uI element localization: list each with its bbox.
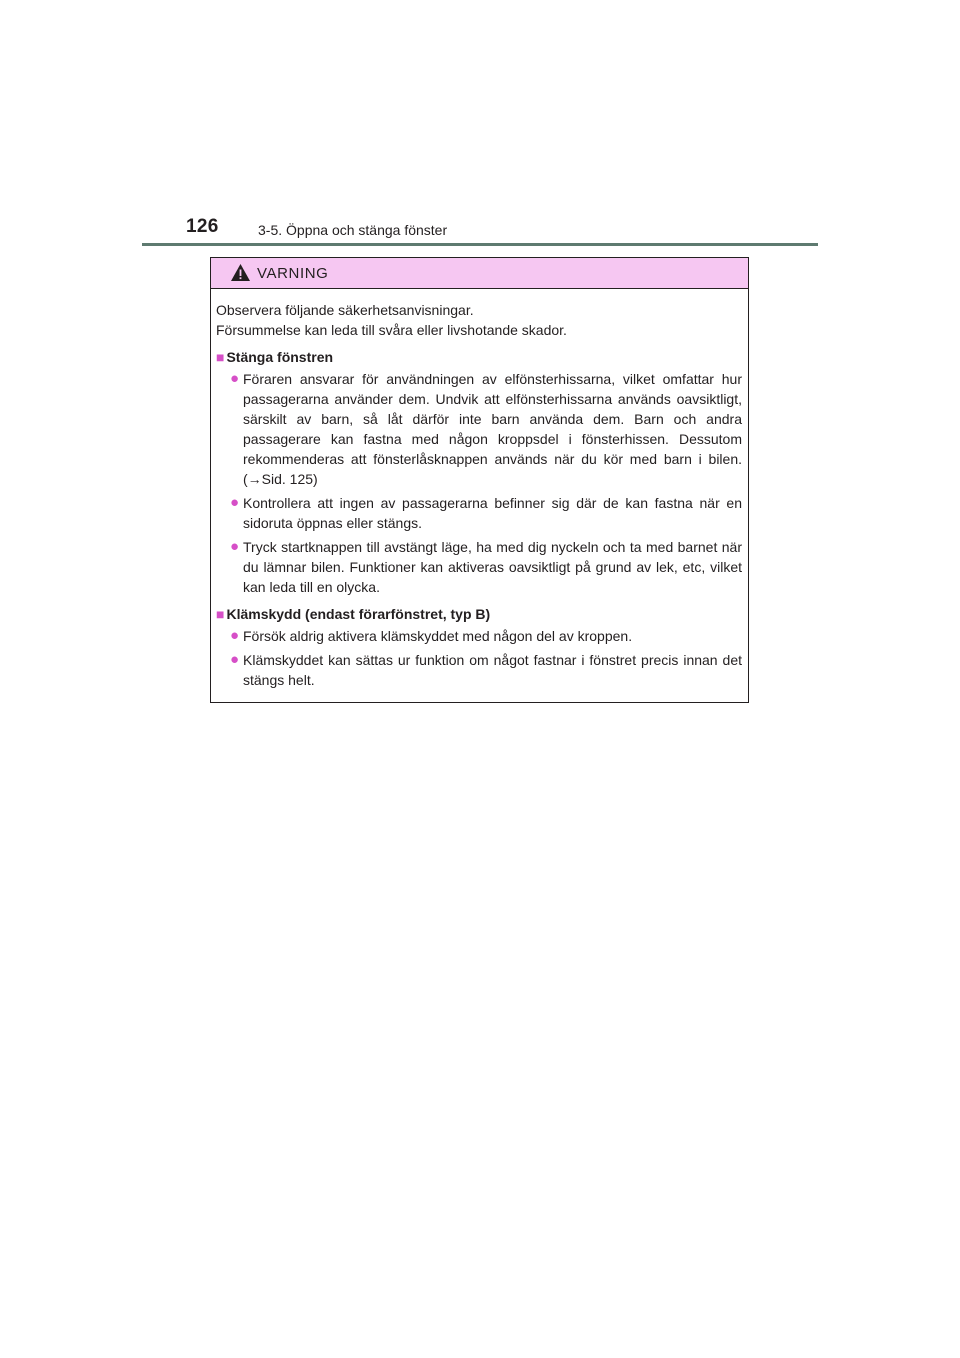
list-item-text: Klämskyddet kan sättas ur funktion om något fastnar i fönstret precis innan det stängs helt. — [243, 652, 742, 688]
section-heading — [216, 347, 742, 367]
list-item-text: Tryck startknappen till avstängt läge, ha med dig nyckeln och ta med barnet när du lämnar bilen. Funktioner kan aktiveras oavsiktligt på grund av lek, etc, vilket kan leda till en olycka. — [243, 539, 742, 595]
warning-box — [210, 257, 749, 703]
list-item — [216, 650, 742, 690]
warning-header — [211, 258, 748, 289]
list-item — [216, 626, 742, 646]
section-pinch-protection — [216, 604, 742, 690]
list-item-text: Kontrollera att ingen av passagerarna befinner sig där de kan fastna när en sidoruta öppnas eller stängs. — [243, 495, 742, 531]
round-bullet-icon: ● — [229, 370, 239, 387]
section-closing-windows — [216, 347, 742, 597]
section-title: 3-5. Öppna och stänga fönster — [258, 222, 448, 238]
warning-body — [211, 289, 748, 690]
warning-title: VARNING — [257, 265, 329, 282]
round-bullet-icon: ● — [229, 538, 239, 555]
round-bullet-icon: ● — [229, 651, 239, 668]
list-item-text: Försök aldrig aktivera klämskyddet med någon del av kroppen. — [243, 628, 633, 644]
section-heading-text: Klämskydd (endast förarfönstret, typ B) — [226, 606, 491, 622]
list-item — [216, 537, 742, 597]
list-item — [216, 493, 742, 533]
page-number: 126 — [186, 216, 219, 237]
section-heading-text: Stänga fönstren — [226, 349, 334, 365]
square-bullet-icon: ■ — [216, 349, 225, 365]
intro-line: Observera följande säkerhetsanvisningar. — [216, 302, 474, 318]
square-bullet-icon: ■ — [216, 606, 225, 622]
list-item-text: Föraren ansvarar för användningen av elfönsterhissarna, vilket omfattar hur passagerarna använder dem. Undvik att elfönsterhissarna används oavsiktligt, särskilt av barn, så låt därför inte barn använda dem. Barn och andra passagerare kan fastna med någon kroppsdel i fönsterhissen. Dessutom rekommenderas att fönsterlåsknappen används när du kör med barn i bilen. (→Sid. 125) — [243, 371, 742, 487]
header-rule — [142, 243, 818, 246]
round-bullet-icon: ● — [229, 494, 239, 511]
warning-triangle-icon — [230, 263, 251, 282]
section-heading — [216, 604, 742, 624]
list-item — [216, 369, 742, 489]
round-bullet-icon: ● — [229, 627, 239, 644]
intro-line: Försummelse kan leda till svåra eller livshotande skador. — [216, 322, 567, 338]
